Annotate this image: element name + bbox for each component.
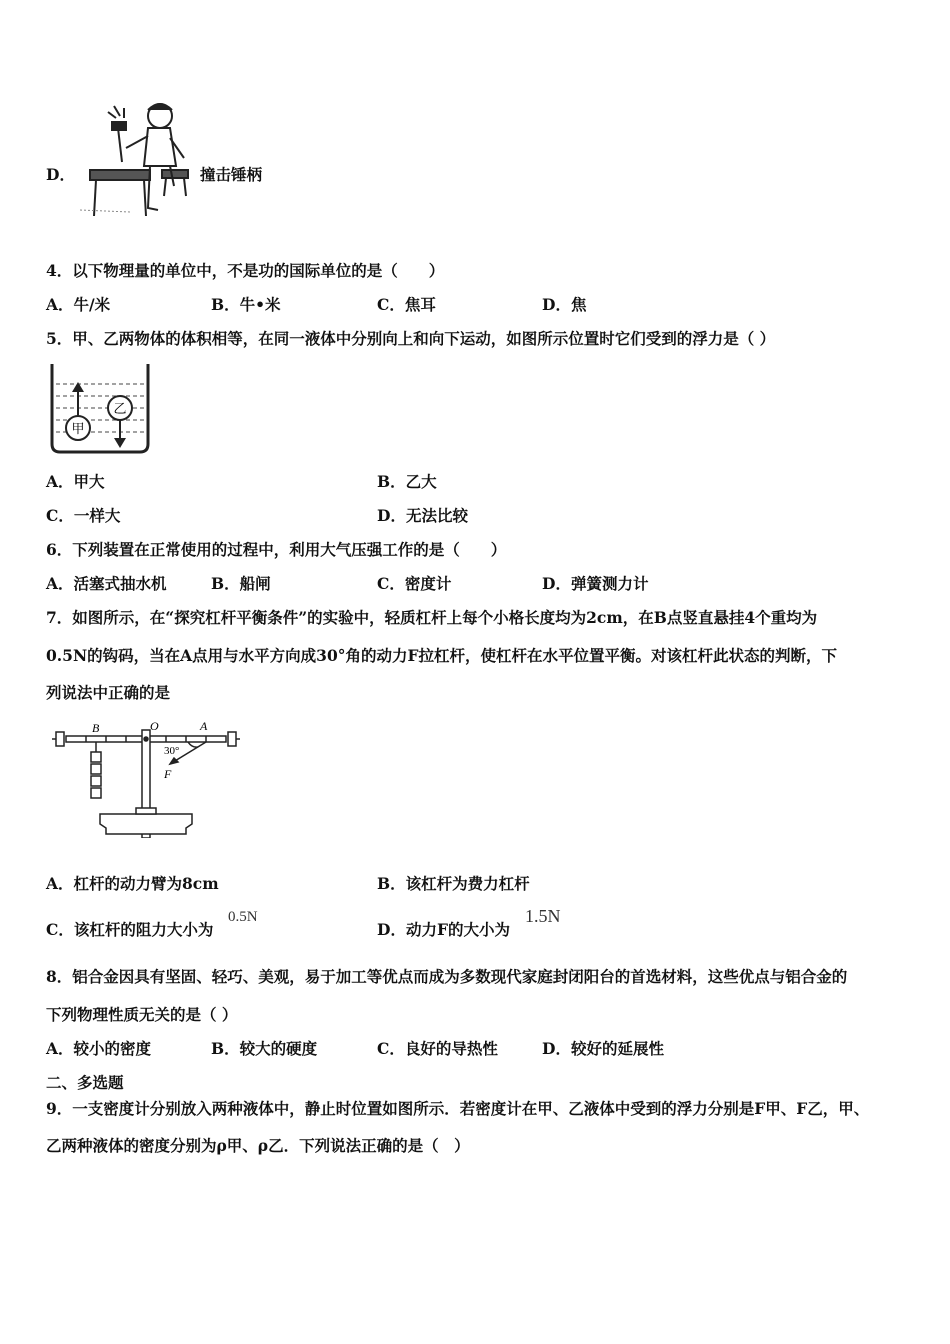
q3-option-d-caption: 撞击锤柄 <box>200 165 263 184</box>
q8-option-d: D．较好的延展性 <box>542 1039 664 1058</box>
q6-option-c: C．密度计 <box>377 574 452 593</box>
q5-label-jia: 甲 <box>71 422 85 437</box>
q7-option-b: B．该杠杆为费力杠杆 <box>377 874 530 893</box>
q7-stem-line3: 列说法中正确的是 <box>46 683 171 702</box>
q5-option-c: C．一样大 <box>46 506 121 525</box>
hammer-figure <box>70 98 200 222</box>
q8-stem-line1: 8．铝合金因具有坚固、轻巧、美观，易于加工等优点而成为多数现代家庭封闭阳台的首选材料，这些优点与铝合金的 <box>46 967 848 986</box>
q3-option-d-label: D． <box>46 165 75 184</box>
q7-label-a: A <box>200 719 208 733</box>
q9-stem-line2: 乙两种液体的密度分别为ρ甲、ρ乙．下列说法正确的是（ ） <box>46 1136 470 1155</box>
q7-label-b: B <box>92 721 100 735</box>
q7-label-angle: 30° <box>164 745 180 757</box>
q7-label-f: F <box>164 767 172 781</box>
q8-option-a: A．较小的密度 <box>46 1039 152 1058</box>
q7-option-d: D．动力F的大小为 <box>377 920 510 939</box>
q7-option-d-value: 1.5N <box>525 906 561 926</box>
q6-option-d: D．弹簧测力计 <box>542 574 649 593</box>
q7-stem-line1: 7．如图所示，在“探究杠杆平衡条件”的实验中，轻质杠杆上每个小格长度均为2cm，在B点竖直悬挂4个重均为 <box>46 608 818 627</box>
q7-lever-figure <box>52 716 242 838</box>
q4-option-d: D．焦 <box>542 295 587 314</box>
q6-option-b: B．船闸 <box>211 574 271 593</box>
q7-option-c: C．该杠杆的阻力大小为 <box>46 920 214 939</box>
q7-stem-line2: 0.5N的钩码，当在A点用与水平方向成30°角的动力F拉杠杆，使杠杆在水平位置平衡。对该杠杆此状态的判断，下 <box>46 646 837 665</box>
q8-option-c: C．良好的导热性 <box>377 1039 498 1058</box>
q5-option-d: D．无法比较 <box>377 506 468 525</box>
q5-stem: 5．甲、乙两物体的体积相等，在同一液体中分别向上和向下运动，如图所示位置时它们受到的浮力是（ ） <box>46 329 776 348</box>
q5-label-yi: 乙 <box>113 402 127 417</box>
q8-option-b: B．较大的硬度 <box>211 1039 318 1058</box>
q6-option-a: A．活塞式抽水机 <box>46 574 167 593</box>
q4-stem: 4．以下物理量的单位中，不是功的国际单位的是（ ） <box>46 261 445 280</box>
q5-option-a: A．甲大 <box>46 472 105 491</box>
q7-label-o: O <box>150 719 159 733</box>
section-title-multi-choice: 二、多选题 <box>46 1073 124 1092</box>
q7-option-a: A．杠杆的动力臂为8cm <box>46 874 219 893</box>
q9-stem-line1: 9．一支密度计分别放入两种液体中，静止时位置如图所示．若密度计在甲、乙液体中受到的浮力分别是F甲、F乙，甲、 <box>46 1099 870 1118</box>
q8-stem-line2: 下列物理性质无关的是（ ） <box>46 1005 238 1024</box>
q5-option-b: B．乙大 <box>377 472 437 491</box>
q4-option-c: C．焦耳 <box>377 295 436 314</box>
q6-stem: 6．下列装置在正常使用的过程中，利用大气压强工作的是（ ） <box>46 540 507 559</box>
q5-beaker-figure <box>48 362 152 456</box>
q4-option-a: A．牛/米 <box>46 295 111 314</box>
q7-option-c-value: 0.5N <box>228 909 258 925</box>
q4-option-b: B．牛•米 <box>211 295 281 314</box>
